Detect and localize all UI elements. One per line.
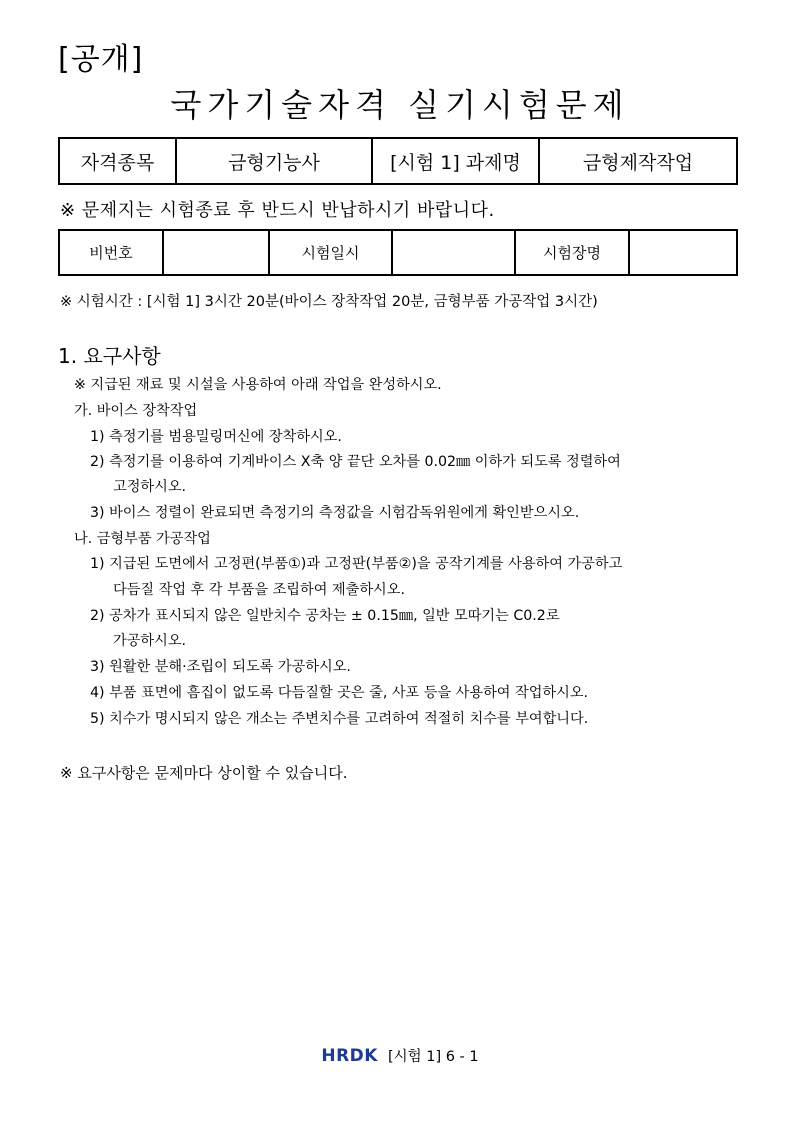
return-notice: ※ 문제지는 시험종료 후 반드시 반납하시기 바랍니다. <box>60 200 495 221</box>
hrdk-logo: HRDK <box>321 1046 378 1066</box>
part-b-item-2-cont: 가공하시오. <box>113 633 187 649</box>
exam-date-label: 시험일시 <box>269 230 392 275</box>
qualification-label: 자격종목 <box>59 138 176 184</box>
task-name-label: [시험 1] 과제명 <box>372 138 539 184</box>
part-b-item-4: 4) 부품 표면에 흠집이 없도록 다듬질할 곳은 줄, 사포 등을 사용하여 작업하시오. <box>90 685 589 701</box>
part-b-item-5: 5) 치수가 명시되지 않은 개소는 주변치수를 고려하여 적절히 치수를 부여합니다. <box>90 711 589 727</box>
task-name-value: 금형제작작업 <box>539 138 737 184</box>
candidate-number-field[interactable] <box>163 230 269 275</box>
part-b-item-2: 2) 공차가 표시되지 않은 일반치수 공차는 ± 0.15㎜, 일반 모따기는 C0.2로 <box>90 608 560 624</box>
part-a-item-2: 2) 측정기를 이용하여 기계바이스 X축 양 끝단 오차를 0.02㎜ 이하가 되도록 정렬하여 <box>90 454 621 470</box>
part-b-item-1: 1) 지급된 도면에서 고정편(부품①)과 고정판(부품②)을 공작기계를 사용하여 가공하고 <box>90 556 623 572</box>
exam-site-field[interactable] <box>629 230 737 275</box>
qualification-value: 금형기능사 <box>176 138 372 184</box>
part-a-item-1: 1) 측정기를 범용밀링머신에 장착하시오. <box>90 429 342 445</box>
part-a-title: 가. 바이스 장착작업 <box>74 403 198 419</box>
exam-date-field[interactable] <box>392 230 515 275</box>
part-b-item-3: 3) 원활한 분해·조립이 되도록 가공하시오. <box>90 659 351 675</box>
exam-site-label: 시험장명 <box>515 230 629 275</box>
requirements-footnote: ※ 요구사항은 문제마다 상이할 수 있습니다. <box>60 764 348 782</box>
part-a-item-2-cont: 고정하시오. <box>113 479 187 495</box>
part-b-item-1-cont: 다듬질 작업 후 각 부품을 조립하여 제출하시오. <box>113 582 405 598</box>
section-title: 1. 요구사항 <box>58 344 161 368</box>
part-b-title: 나. 금형부품 가공작업 <box>74 531 211 547</box>
part-a-item-3: 3) 바이스 정렬이 완료되면 측정기의 측정값을 시험감독위원에게 확인받으시오. <box>90 505 580 521</box>
public-badge: [공개] <box>58 42 144 77</box>
page-title: 국가기술자격 실기시험문제 <box>170 86 630 124</box>
section-intro: ※ 지급된 재료 및 시설을 사용하여 아래 작업을 완성하시오. <box>74 377 442 393</box>
page-number: [시험 1] 6 - 1 <box>387 1049 479 1065</box>
page-footer <box>0 1045 800 1066</box>
exam-time-note: ※ 시험시간 : [시험 1] 3시간 20분(바이스 장착작업 20분, 금형부품 가공작업 3시간) <box>60 294 598 310</box>
candidate-info-table <box>58 229 738 276</box>
qualification-table <box>58 137 738 185</box>
candidate-number-label: 비번호 <box>59 230 163 275</box>
